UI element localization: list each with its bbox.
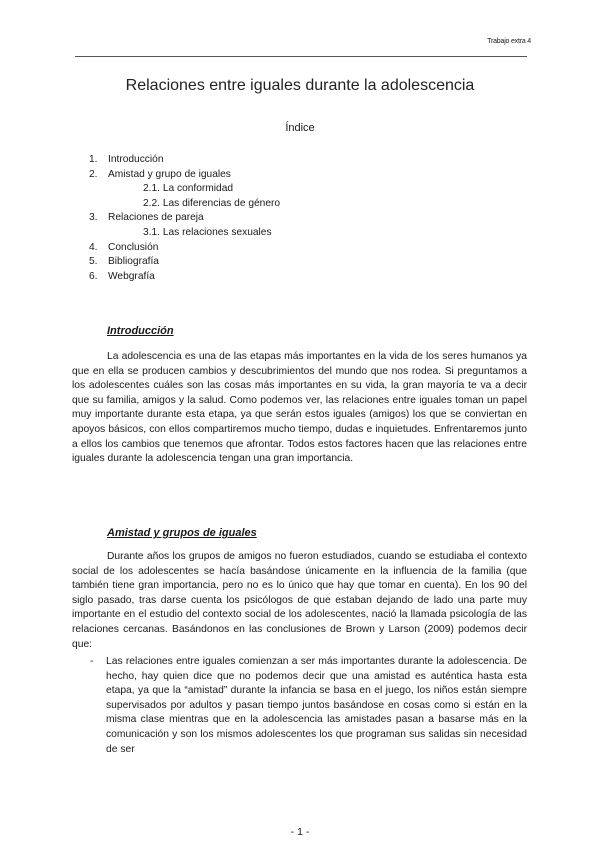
toc-label: 3.1. Las relaciones sexuales [143,226,272,238]
toc-subitem [89,197,280,212]
toc-number: 2. [89,168,98,180]
toc-label: Introducción [108,154,164,165]
toc-item [89,255,280,270]
section-heading-introduccion: Introducción [107,325,174,337]
header-divider [75,56,527,57]
toc-number: 3. [89,212,98,224]
section-paragraph: Durante años los grupos de amigos no fueron estudiados, cuando se estudiaba el contexto social de los adolescentes se hacía basándose únicamente en la influencia de la familia (que también tiene gran importancia, pero no es lo único que hay que tomar en cuenta). En los 90 del siglo pasado, tras darse cuenta los psicólogos de que estaban dejando de lado una parte muy importante en el estudio del contexto social de los adolescentes, nació la llamada psicología de las relaciones cercanas. Basándonos en las conclusiones de Brown y Larson (2009) podemos decir que: [72,551,527,650]
toc-number: 4. [89,241,98,253]
section-paragraph: La adolescencia es una de las etapas más importantes en la vida de los seres humanos ya que en ella se producen cambios y descubrimientos del mundo que nos rodea. Si preguntamos a los adolescentes cuáles son las cosas más importantes en su vida, la gran mayoría te va a decir que su familia, amigos y la salud. Como podemos ver, las relaciones entre iguales toman un papel muy importante durante esta etapa, ya que serán estos iguales (amigos) los que se conviertan en apoyos básicos, con ellos compartiremos mucho tiempo, dudas e inquietudes. Enfrentaremos junto a ellos los cambios que tenemos que afrontar. Todos estos factores hacen que las relaciones entre iguales durante la adolescencia tengan una gran importancia. [72,351,527,465]
toc-label: Conclusión [108,241,159,253]
toc-label: Webgrafía [108,270,155,282]
table-of-contents [89,153,280,284]
dash-bullet-icon: - [90,656,94,667]
index-heading: Índice [285,122,315,134]
bullet-text: Las relaciones entre iguales comienzan a ser más importantes durante la adolescencia. De hecho, hay quien dice que no podemos decir que una amistad es auténtica hasta esta etapa, ya que la “amistad” durante la infancia se basa en el juego, los niños están siempre supervisados por adultos y pasan tiempo juntos basándose en cosas como si están en la misma clase mientras que en la adolescencia las amistades pasan a basarse más en la comunicación y son los mismos adolescentes los que programan sus salidas sin necesidad de ser [106,656,527,755]
toc-number: 6. [89,270,98,282]
toc-subitem [89,226,280,241]
toc-subitem [89,182,280,197]
toc-item [89,211,280,226]
running-header: Trabajo extra 4 [487,38,531,45]
toc-item [89,168,280,183]
toc-label: Relaciones de pareja [108,212,204,224]
document-title: Relaciones entre iguales durante la adolescencia [125,77,475,94]
bullet-item [72,655,527,757]
toc-label: Bibliografía [108,256,159,268]
toc-item [89,153,280,168]
toc-label: 2.2. Las diferencias de género [143,197,281,209]
toc-item [89,270,280,285]
toc-item [89,241,280,256]
toc-number: 1. [89,154,98,165]
page-number: - 1 - [290,826,310,838]
toc-number: 5. [89,256,98,268]
bullet-list [72,655,527,757]
toc-label: 2.1. La conformidad [143,183,234,195]
toc-label: Amistad y grupo de iguales [108,168,231,180]
section-heading-amistad: Amistad y grupos de iguales [107,527,257,539]
